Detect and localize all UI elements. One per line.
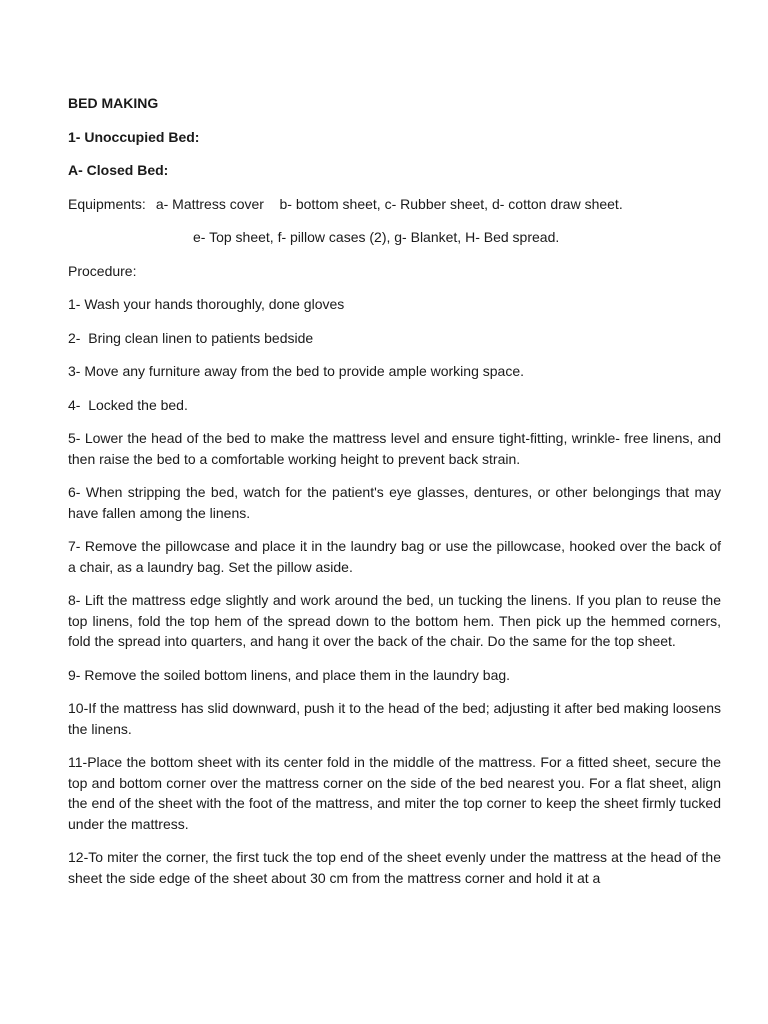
step-12: 12-To miter the corner, the first tuck the top end of the sheet evenly under the mattress at the head of the sheet the side edge of the sheet about 30 cm from the mattress corner and hold it at a	[68, 849, 721, 886]
equipments-label: Equipments:	[68, 195, 146, 212]
section-heading: 1- Unoccupied Bed:	[68, 128, 200, 145]
document-title: BED MAKING	[68, 95, 159, 111]
step-2: 2- Bring clean linen to patients bedside	[68, 329, 314, 346]
step-1: 1- Wash your hands thoroughly, done gloves	[68, 296, 345, 312]
step-9: 9- Remove the soiled bottom linens, and place them in the laundry bag.	[68, 666, 511, 683]
step-6: 6- When stripping the bed, watch for the patient's eye glasses, dentures, or other belongings that may have fallen among the linens.	[68, 484, 721, 521]
step-11: 11-Place the bottom sheet with its center fold in the middle of the mattress. For a fitted sheet, secure the top and bottom corner over the mattress corner on the side of the bed nearest you. For a flat sheet, align the end of the sheet with the foot of the mattress, and miter the top corner to keep the sheet firmly tucked under the mattress.	[68, 754, 721, 832]
equipments-line-1	[68, 194, 721, 215]
step-3: 3- Move any furniture away from the bed to provide ample working space.	[68, 363, 525, 379]
equipments-list-1: a- Mattress cover b- bottom sheet, c- Rubber sheet, d- cotton draw sheet.	[155, 195, 623, 212]
step-4: 4- Locked the bed.	[68, 396, 188, 413]
step-5: 5- Lower the head of the bed to make the mattress level and ensure tight-fitting, wrinkle- free linens, and then raise the bed to a comfortable working height to prevent back strain.	[68, 430, 721, 467]
step-7: 7- Remove the pillowcase and place it in the laundry bag or use the pillowcase, hooked over the back of a chair, as a laundry bag. Set the pillow aside.	[68, 538, 721, 575]
step-8: 8- Lift the mattress edge slightly and work around the bed, un tucking the linens. If you plan to reuse the top linens, fold the top hem of the spread down to the bottom hem. Then pick up the hemmed corners, fold the spread into quarters, and hang it over the back of the chair. Do the same for the top sheet.	[68, 592, 721, 649]
document-page	[68, 93, 721, 901]
procedure-label: Procedure:	[68, 262, 137, 279]
equipments-line-2: e- Top sheet, f- pillow cases (2), g- Blanket, H- Bed spread.	[193, 229, 560, 245]
subsection-heading: A- Closed Bed:	[68, 162, 169, 178]
step-10: 10-If the mattress has slid downward, push it to the head of the bed; adjusting it after bed making loosens the linens.	[68, 700, 721, 737]
